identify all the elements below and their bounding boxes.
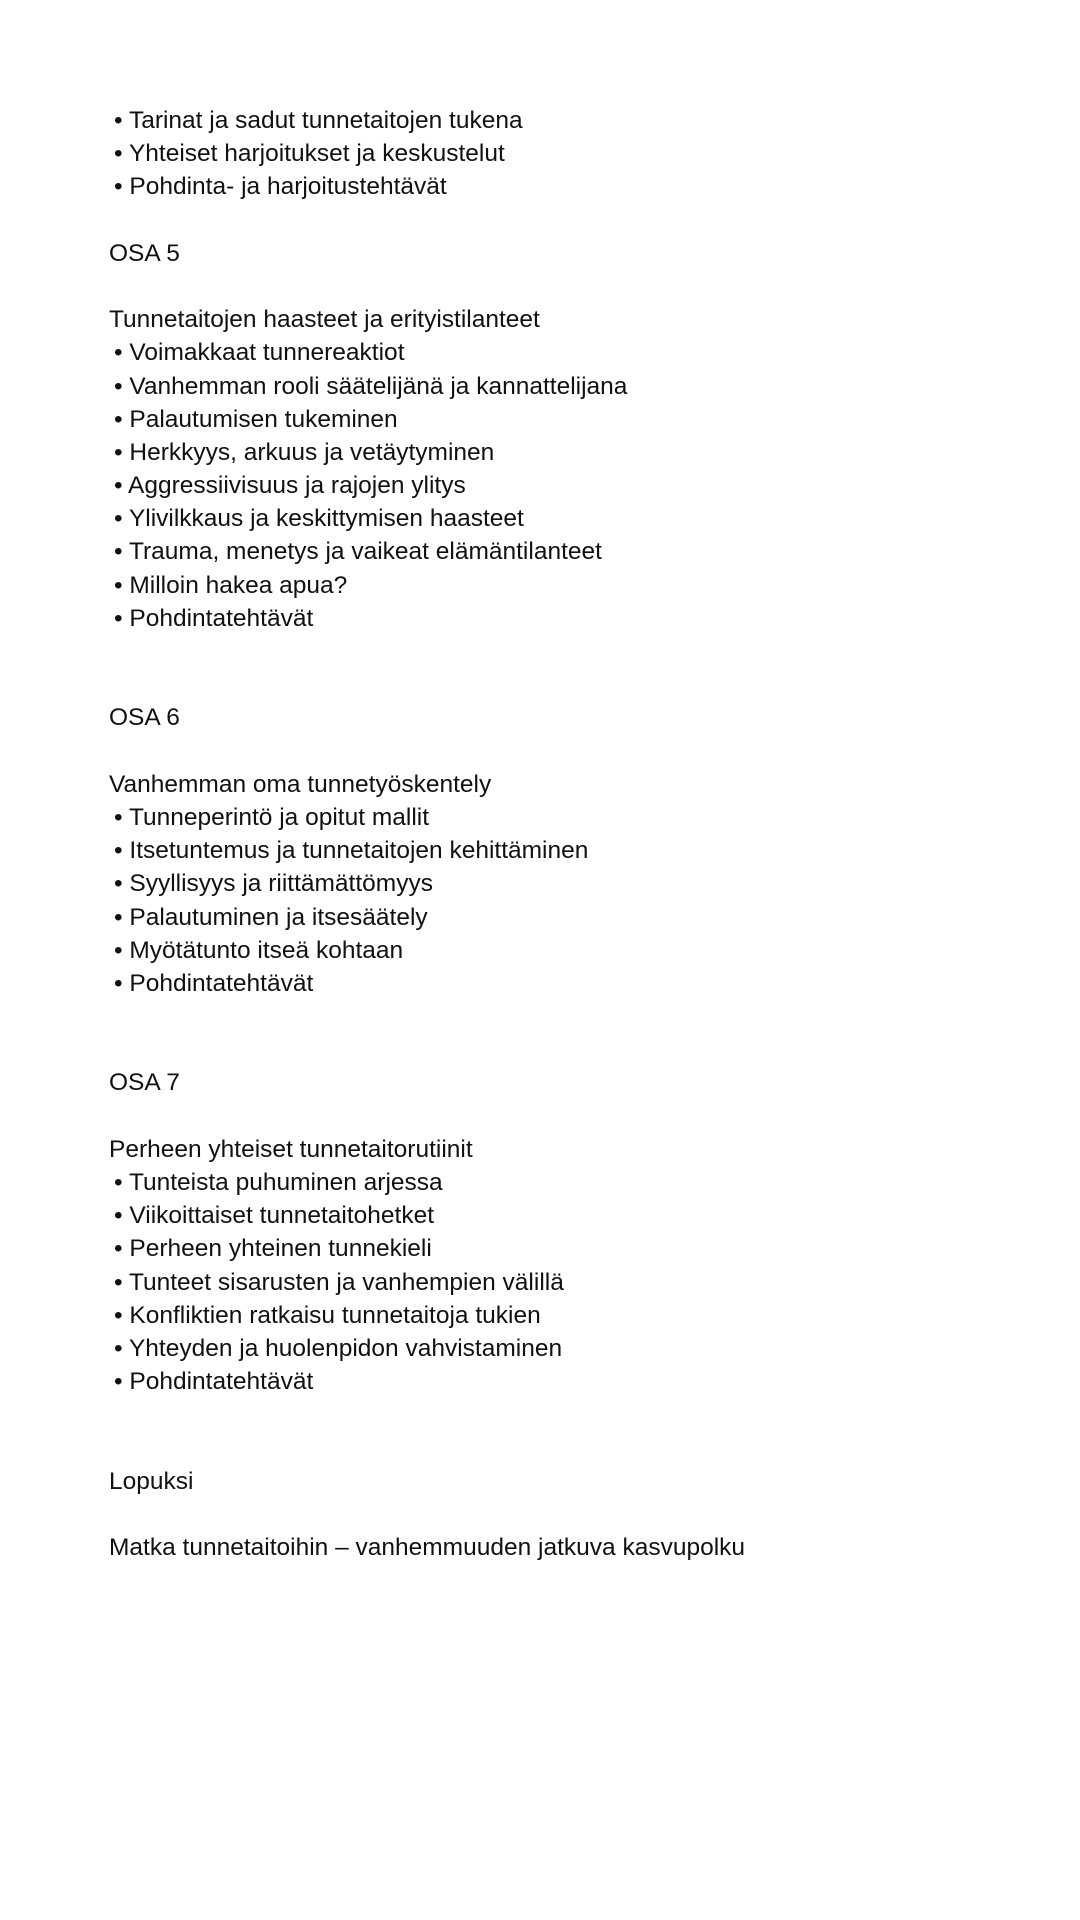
list-item: • Vanhemman rooli säätelijänä ja kannattelijana	[114, 372, 628, 400]
closing-section	[109, 1465, 1009, 1565]
section-osa-7	[109, 1066, 1009, 1398]
section-title: Tunnetaitojen haasteet ja erityistilanteet	[109, 306, 540, 334]
list-item: • Konfliktien ratkaisu tunnetaitoja tukien	[114, 1301, 541, 1329]
list-item: • Yhteiset harjoitukset ja keskustelut	[114, 140, 505, 168]
list-item: • Ylivilkkaus ja keskittymisen haasteet	[114, 505, 524, 533]
list-item: • Palautumisen tukeminen	[114, 405, 398, 433]
list-item: • Perheen yhteinen tunnekieli	[114, 1235, 432, 1263]
list-item: • Tarinat ja sadut tunnetaitojen tukena	[114, 107, 523, 134]
section-title: Vanhemman oma tunnetyöskentely	[109, 770, 492, 798]
list-item: • Tunteista puhuminen arjessa	[114, 1169, 443, 1197]
section-bullet-list	[109, 336, 1009, 635]
list-item: • Viikoittaiset tunnetaitohetket	[114, 1202, 435, 1230]
section-title: Perheen yhteiset tunnetaitorutiinit	[109, 1135, 473, 1163]
list-item: • Pohdinta- ja harjoitustehtävät	[114, 173, 447, 201]
section-bullet-list	[109, 801, 1009, 1000]
document-page	[109, 104, 1009, 1564]
section-label: OSA 6	[109, 704, 180, 732]
list-item: • Syyllisyys ja riittämättömyys	[114, 870, 433, 898]
list-item: • Voimakkaat tunnereaktiot	[114, 339, 405, 367]
intro-bullet-list	[109, 104, 1009, 204]
section-label: OSA 5	[109, 239, 180, 267]
list-item: • Milloin hakea apua?	[114, 571, 348, 599]
list-item: • Yhteyden ja huolenpidon vahvistaminen	[114, 1334, 563, 1362]
closing-text: Matka tunnetaitoihin – vanhemmuuden jatkuva kasvupolku	[109, 1534, 746, 1562]
list-item: • Myötätunto itseä kohtaan	[114, 936, 404, 964]
section-label: OSA 7	[109, 1069, 180, 1097]
section-osa-5	[109, 237, 1009, 635]
list-item: • Itsetuntemus ja tunnetaitojen kehittäminen	[114, 837, 589, 865]
list-item: • Aggressiivisuus ja rajojen ylitys	[114, 472, 466, 500]
section-bullet-list	[109, 1166, 1009, 1398]
list-item: • Trauma, menetys ja vaikeat elämäntilanteet	[114, 538, 602, 566]
list-item: • Tunneperintö ja opitut mallit	[114, 803, 430, 831]
list-item: • Pohdintatehtävät	[114, 969, 314, 997]
list-item: • Palautuminen ja itsesäätely	[114, 903, 428, 931]
list-item: • Tunteet sisarusten ja vanhempien välillä	[114, 1268, 564, 1296]
closing-label: Lopuksi	[109, 1467, 194, 1495]
list-item: • Herkkyys, arkuus ja vetäytyminen	[114, 438, 495, 466]
list-item: • Pohdintatehtävät	[114, 604, 314, 632]
list-item: • Pohdintatehtävät	[114, 1368, 314, 1396]
section-osa-6	[109, 701, 1009, 1000]
